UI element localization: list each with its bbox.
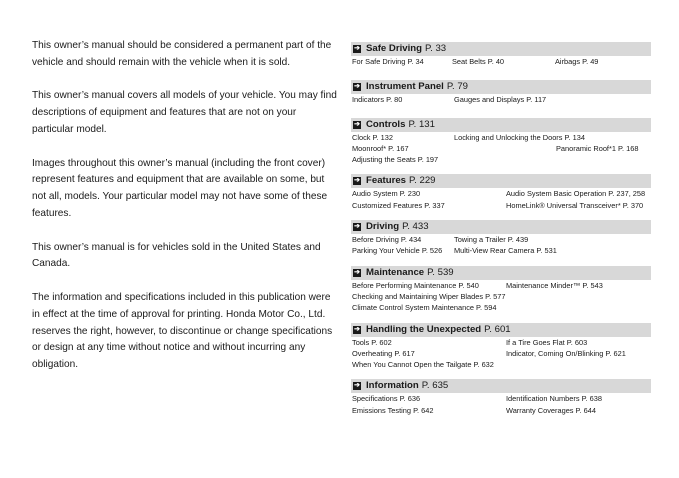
toc-row bbox=[351, 94, 651, 105]
toc-section bbox=[351, 220, 651, 257]
toc-section-header[interactable] bbox=[351, 118, 651, 132]
toc-row bbox=[351, 359, 651, 370]
arrow-right-icon: ➔ bbox=[354, 382, 360, 390]
toc-section bbox=[351, 379, 651, 416]
intro-paragraph: This owner’s manual covers all models of your vehicle. You may find descriptions of equipment and features that are not on your particular model. bbox=[32, 90, 337, 135]
intro-paragraph: Images throughout this owner’s manual (including the front cover) represent features and equipment that are available on some, but not all, models. Your particular model may not have some of these features. bbox=[32, 157, 328, 219]
toc-row bbox=[351, 405, 651, 416]
toc-section-header[interactable] bbox=[351, 379, 651, 393]
toc-entry[interactable]: Climate Control System Maintenance P. 594 bbox=[352, 303, 497, 313]
toc-entry[interactable]: Panoramic Roof*1 P. 168 bbox=[556, 143, 639, 153]
toc-entry[interactable]: Identification Numbers P. 638 bbox=[506, 394, 602, 404]
toc-entry[interactable]: For Safe Driving P. 34 bbox=[352, 57, 424, 66]
toc-entry[interactable]: Clock P. 132 bbox=[352, 132, 393, 142]
toc-row bbox=[351, 188, 651, 199]
arrow-right-icon: ➔ bbox=[354, 223, 360, 231]
toc-section-page: P. 433 bbox=[402, 221, 429, 233]
intro-paragraph: This owner’s manual is for vehicles sold in the United States and Canada. bbox=[32, 241, 321, 270]
toc-section bbox=[351, 174, 651, 211]
toc-section-header[interactable] bbox=[351, 80, 651, 94]
toc-section-header[interactable] bbox=[351, 42, 651, 56]
toc-section bbox=[351, 42, 651, 67]
toc-row bbox=[351, 245, 651, 256]
toc-entry[interactable]: Indicator, Coming On/Blinking P. 621 bbox=[506, 348, 626, 358]
toc-section-title: Driving bbox=[366, 221, 400, 233]
toc-entry[interactable]: Before Performing Maintenance P. 540 bbox=[352, 280, 479, 290]
intro-paragraph: The information and specifications included in this publication were in effect at the time of approval for printing. Honda Motor Co., Ltd. reserves the right, however, to discontinue or change specifications or design at any time without notice and without incurring any obligation. bbox=[32, 291, 333, 371]
toc-section-page: P. 131 bbox=[408, 118, 435, 130]
toc-entry[interactable]: Multi-View Rear Camera P. 531 bbox=[454, 246, 557, 256]
arrow-right-icon: ➔ bbox=[354, 268, 360, 276]
toc-row bbox=[351, 234, 651, 245]
toc-section-title: Safe Driving bbox=[366, 43, 422, 54]
toc-entry[interactable]: Airbags P. 49 bbox=[555, 57, 599, 66]
toc-entry[interactable]: Warranty Coverages P. 644 bbox=[506, 405, 596, 415]
toc-entry[interactable]: Locking and Unlocking the Doors P. 134 bbox=[454, 132, 585, 142]
toc-entry[interactable]: When You Cannot Open the Tailgate P. 632 bbox=[352, 360, 494, 370]
toc-section bbox=[351, 118, 651, 166]
toc-entry[interactable]: Specifications P. 636 bbox=[352, 394, 421, 404]
toc-row bbox=[351, 337, 651, 348]
toc-section-header[interactable] bbox=[351, 266, 651, 280]
toc-entry[interactable]: HomeLink® Universal Transceiver* P. 370 bbox=[506, 200, 644, 210]
toc-section-header[interactable] bbox=[351, 174, 651, 188]
toc-row bbox=[351, 280, 651, 291]
toc-section bbox=[351, 80, 651, 105]
toc-entry[interactable]: Audio System Basic Operation P. 237, 258 bbox=[506, 189, 646, 199]
arrow-right-icon: ➔ bbox=[354, 83, 360, 91]
toc-section-title: Maintenance bbox=[366, 266, 425, 278]
toc-row bbox=[351, 348, 651, 359]
arrow-right-icon: ➔ bbox=[354, 45, 360, 52]
toc-entry[interactable]: If a Tire Goes Flat P. 603 bbox=[506, 337, 588, 347]
toc-row bbox=[351, 291, 651, 302]
toc-section-title: Handling the Unexpected bbox=[366, 323, 482, 335]
toc-row bbox=[351, 132, 651, 143]
table-of-contents bbox=[351, 42, 651, 416]
toc-entry[interactable]: Before Driving P. 434 bbox=[352, 235, 422, 245]
toc-row bbox=[351, 302, 651, 313]
toc-section-title: Controls bbox=[366, 118, 406, 130]
intro-paragraph: This owner’s manual should be considered a permanent part of the vehicle and should remain with the vehicle when it is sold. bbox=[32, 40, 332, 68]
toc-row bbox=[351, 393, 651, 404]
toc-row bbox=[351, 154, 651, 165]
toc-row bbox=[351, 143, 651, 154]
toc-row bbox=[351, 56, 651, 67]
toc-section-page: P. 33 bbox=[424, 43, 447, 54]
toc-entry[interactable]: Audio System P. 230 bbox=[352, 189, 421, 199]
intro-column bbox=[32, 38, 339, 391]
toc-entry[interactable]: Overheating P. 617 bbox=[352, 348, 415, 358]
toc-section bbox=[351, 266, 651, 314]
toc-section-page: P. 229 bbox=[409, 175, 436, 187]
toc-section-page: P. 601 bbox=[484, 323, 511, 335]
toc-entry[interactable]: Parking Your Vehicle P. 526 bbox=[352, 246, 443, 256]
arrow-right-icon: ➔ bbox=[354, 120, 360, 128]
toc-entry[interactable]: Checking and Maintaining Wiper Blades P. 577 bbox=[352, 291, 506, 301]
toc-entry[interactable]: Emissions Testing P. 642 bbox=[352, 405, 434, 415]
toc-entry[interactable]: Customized Features P. 337 bbox=[352, 200, 445, 210]
toc-section-header[interactable] bbox=[351, 220, 651, 234]
toc-entry[interactable]: Seat Belts P. 40 bbox=[452, 57, 505, 66]
toc-entry[interactable]: Towing a Trailer P. 439 bbox=[454, 235, 529, 245]
arrow-right-icon: ➔ bbox=[354, 325, 360, 333]
toc-entry[interactable]: Indicators P. 80 bbox=[352, 95, 403, 105]
toc-section-title: Features bbox=[366, 175, 406, 187]
toc-entry[interactable]: Maintenance Minder™ P. 543 bbox=[506, 280, 603, 290]
toc-section bbox=[351, 323, 651, 371]
toc-entry[interactable]: Tools P. 602 bbox=[352, 337, 392, 347]
toc-section-title: Information bbox=[366, 380, 419, 392]
toc-entry[interactable]: Adjusting the Seats P. 197 bbox=[352, 155, 439, 165]
toc-entry[interactable]: Moonroof* P. 167 bbox=[352, 143, 409, 153]
toc-entry[interactable]: Gauges and Displays P. 117 bbox=[454, 95, 547, 105]
toc-row bbox=[351, 200, 651, 211]
arrow-right-icon: ➔ bbox=[354, 177, 360, 185]
toc-section-title: Instrument Panel bbox=[366, 81, 444, 93]
toc-section-header[interactable] bbox=[351, 323, 651, 337]
toc-section-page: P. 539 bbox=[427, 266, 454, 278]
toc-section-page: P. 635 bbox=[421, 380, 449, 392]
toc-section-page: P. 79 bbox=[446, 81, 469, 93]
